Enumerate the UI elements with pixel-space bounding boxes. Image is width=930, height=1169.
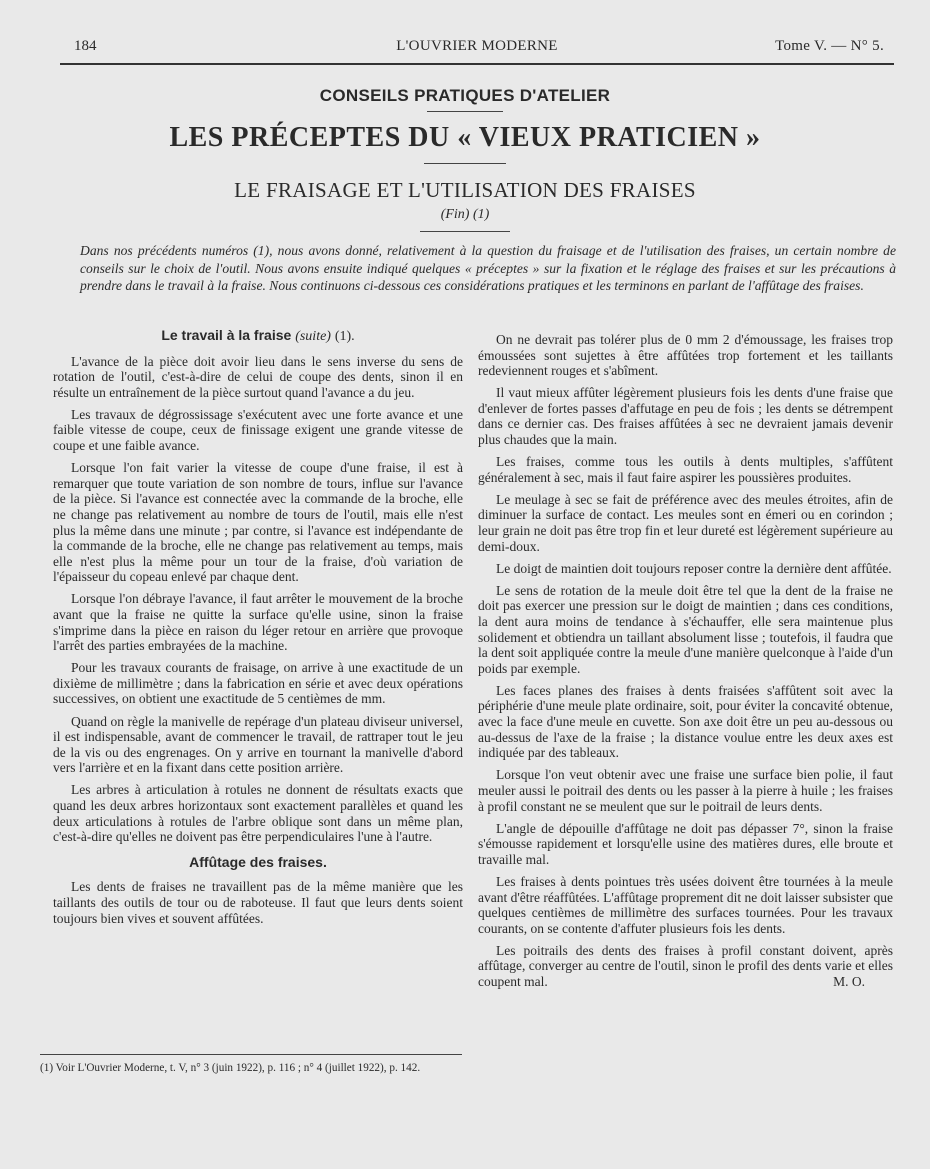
heading-text: Le travail à la fraise <box>161 327 292 343</box>
rubric-rule <box>427 111 503 112</box>
paragraph: Le doigt de maintien doit toujours reposer contre la dernière dent affûtée. <box>496 560 892 576</box>
paragraph: On ne devrait pas tolérer plus de 0 mm 2 d'émoussage, les fraises trop émoussées sont sujettes à être affûtées trop fortement et les taillants redeviennent rouges et s'abîment. <box>478 332 893 379</box>
footnote-rule <box>40 1054 462 1055</box>
paragraph: Quand on règle la manivelle de repérage d'un plateau diviseur universel, il est indispensable, avant de commencer le travail, de rattraper tout le jeu de la vis ou des engrenages. On y arrive en tournant la manivelle d'abord vers l'arrière et en la fixant dans cette position arrière. <box>53 713 463 776</box>
article-subtitle: LE FRAISAGE ET L'UTILISATION DES FRAISES <box>234 178 696 202</box>
tome-issue: Tome V. — N° 5. <box>775 38 884 54</box>
paragraph: Pour les travaux courants de fraisage, on arrive à une exactitude de un dixième de millimètre ; dans la fabrication en série et avec deux opérations successives, on obtient une exactitude de 5 centièmes de mm. <box>53 660 463 707</box>
paragraph: Les fraises à dents pointues très usées doivent être tournées à la meule avant d'être réaffûtées. L'affûtage proprement dit ne doit laisser subsister que quelques centièmes de millimètre des surfaces tournées. Pour les travaux courants, on se contente d'affuter plusieurs fois les dents. <box>478 873 893 936</box>
section-rubric: CONSEILS PRATIQUES D'ATELIER <box>319 86 611 105</box>
heading-suite: (suite) <box>295 329 331 344</box>
introduction: Dans nos précédents numéros (1), nous avons donné, relativement à la question du fraisage et de l'utilisation des fraises, un certain nombre de conseils sur le choix de l'outil. Nous avons ensuite indiqué quelques « préceptes » sur la fixation et le réglage des fraises et sur les précautions à prendre dans le travail à la fraise. Nous continuons ci-dessous ces considérations pratiques et les terminons en parlant de l'affûtage des fraises. <box>80 243 896 293</box>
paragraph: Lorsque l'on fait varier la vitesse de coupe d'une fraise, il est à remarquer que toute variation de son nombre de tours, influe sur l'avance de la pièce. Si l'avance est connectée avec la commande de la broche, elle ne change pas relativement au nombre de tours de l'outil, mais elle n'est plus la même dans une minute ; par contre, si l'avance est indépendante de la commande de la broche, elle ne change pas relativement au temps, mais elle n'est plus la même pour un tour de la fraise, d'où variation de l'épaisseur du copeau enlevé par chaque dent. <box>53 460 463 585</box>
paragraph: Les arbres à articulation à rotules ne donnent de résultats exacts que quand les deux arbres horizontaux sont exactement parallèles et quand les deux articulations à rotules de l'arbre oblique sont dans un même plan, c'est-à-dire qu'elles ne doivent pas être perpendiculaires l'une à l'autre. <box>53 782 463 845</box>
fin-note: (Fin) (1) <box>440 207 490 222</box>
footnote: (1) Voir L'Ouvrier Moderne, t. V, n° 3 (juin 1922), p. 116 ; n° 4 (juillet 1922), p. 142. <box>40 1062 421 1074</box>
journal-title: L'OUVRIER MODERNE <box>396 38 558 54</box>
left-column <box>53 328 463 933</box>
right-column <box>478 332 893 996</box>
section-heading-affutage: Affûtage des fraises. <box>189 853 327 870</box>
paragraph-text: Les poitrails des dents des fraises à profil constant doivent, après affûtage, converger au centre de l'outil, sinon le profil des dents varie et elles coupent mal. <box>478 942 893 989</box>
paragraph: Les travaux de dégrossissage s'exécutent avec une forte avance et une faible vitesse de coupe, ceux de finissage exigent une grande vitesse de coupe et une faible avance. <box>53 406 463 454</box>
author-signature: M. O. <box>833 973 865 989</box>
page-number: 184 <box>74 38 97 54</box>
heading-ref: (1). <box>334 329 355 344</box>
title-rule <box>424 163 506 164</box>
paragraph: Les faces planes des fraises à dents fraisées s'affûtent soit avec la périphérie d'une meule plate ordinaire, soit, pour éviter la concavité obtenue, avec la face d'une meule en cuvette. Son axe doit être un peu au-dessous ou au-dessus de l'axe de la fraise ; la distance voulue entre les deux axes est indiquée par des tableaux. <box>478 682 893 761</box>
article-title: LES PRÉCEPTES DU « VIEUX PRATICIEN » <box>169 122 761 153</box>
paragraph: Lorsque l'on débraye l'avance, il faut arrêter le mouvement de la broche avant que la fraise ne quitte la surface qu'elle usine, sinon la fraise s'imprime dans la pièce en raison du léger retour en arrière que provoque l'arrêt des parties embrayées de la machine. <box>53 591 463 654</box>
paragraph: Le meulage à sec se fait de préférence avec des meules étroites, afin de diminuer la surface de contact. Les meules sont en émeri ou en corindon ; leur grain ne doit pas être trop fin et leur dureté est légèrement supérieure au demi-doux. <box>478 491 893 554</box>
paragraph: Les fraises, comme tous les outils à dents multiples, s'affûtent généralement à sec, mais il faut faire aspirer les poussières produites. <box>478 454 893 485</box>
paragraph: Les dents de fraises ne travaillent pas de la même manière que les taillants des outils de tour ou de raboteuse. Il faut que leurs dents soient toujours bien vives et souvent affûtées. <box>53 879 463 926</box>
paragraph: Lorsque l'on veut obtenir avec une fraise une surface bien polie, il faut meuler aussi le poitrail des dents ou les passer à la pierre à huile ; les fraises à profil constant ne se meulent que sur le poitrail de leurs dents. <box>478 767 893 814</box>
running-header <box>60 38 894 58</box>
section-heading-travail <box>53 328 463 345</box>
subtitle-rule <box>420 231 510 232</box>
paragraph: Le sens de rotation de la meule doit être tel que la dent de la fraise ne doit pas exercer une pression sur le doigt de maintien ; dans ces conditions, la dent aura moins de tendance à s'échauffer, elle sera maintenue plus solidement et obtiendra un taillant absolument lisse ; toutefois, il faudra que la dent soit appliquée contre la meule d'une manière quelconque à l'aide d'un poids par exemple. <box>478 582 893 676</box>
paragraph-last <box>478 943 893 990</box>
header-rule <box>60 63 894 65</box>
paragraph: L'avance de la pièce doit avoir lieu dans le sens inverse du sens de rotation de l'outil, c'est-à-dire de celui de coupe des dents, sinon il en résulte un entraînement de la pièce surtout quand l'avance a du jeu. <box>53 353 463 400</box>
paragraph: L'angle de dépouille d'affûtage ne doit pas dépasser 7°, sinon la fraise s'émousse rapidement et lorsqu'elle usine des matières dures, elle broute et travaille mal. <box>478 820 893 867</box>
paragraph: Il vaut mieux affûter légèrement plusieurs fois les dents d'une fraise que d'enlever de fortes passes d'affutage en peu de fois ; les dents se détrempent dans ce dernier cas. Des fraises affûtées à sec ne devraient jamais devenir plus chaudes que la main. <box>478 385 893 448</box>
